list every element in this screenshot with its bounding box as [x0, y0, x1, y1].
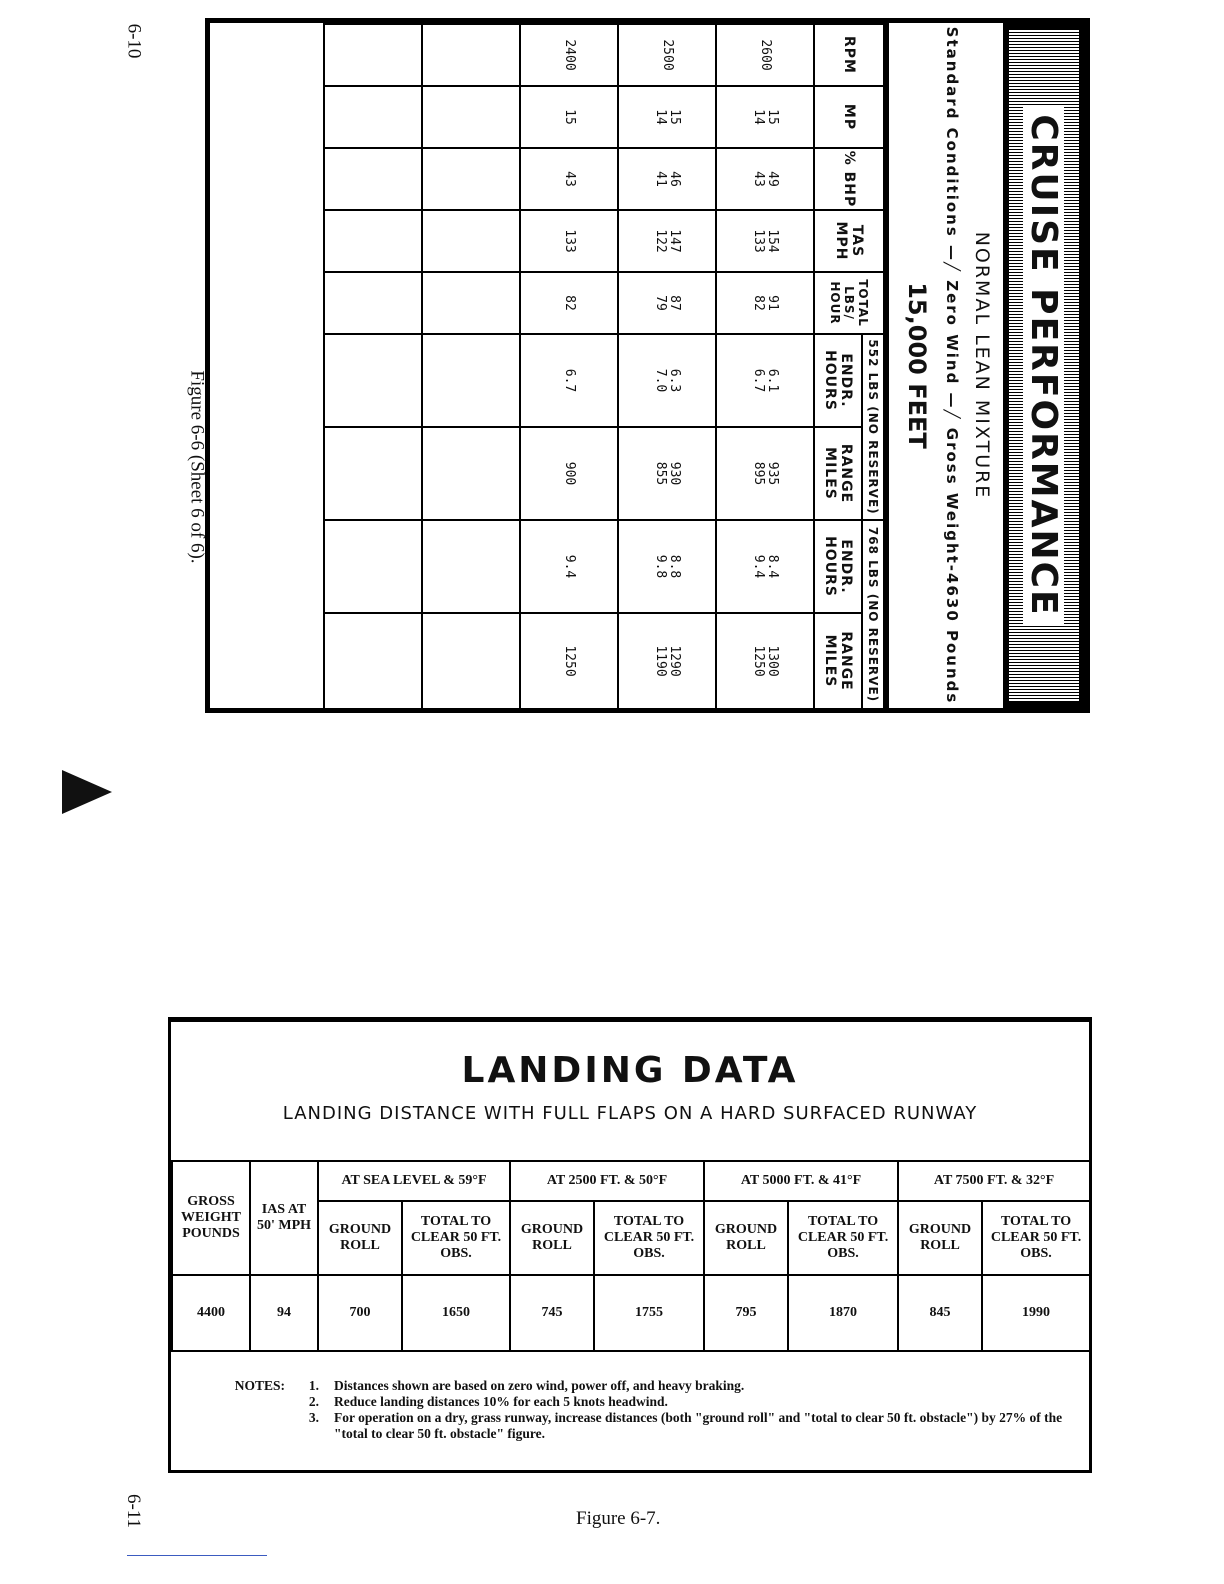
landing-head-alt-2500: AT 2500 FT. & 50°F [510, 1161, 704, 1201]
cruise-cell [422, 148, 520, 210]
cruise-cell: 46 41 [618, 148, 716, 210]
cruise-cell: 6.7 [520, 334, 618, 427]
cruise-cell: 49 43 [716, 148, 814, 210]
cruise-cell: 6.1 6.7 [716, 334, 814, 427]
cruise-cell [422, 86, 520, 148]
cruise-cell [324, 520, 422, 613]
landing-cell: 4400 [172, 1275, 250, 1351]
cruise-cell [324, 148, 422, 210]
cruise-cell [422, 334, 520, 427]
landing-cell: 745 [510, 1275, 594, 1351]
cruise-cell: 930 855 [618, 427, 716, 520]
cruise-cell [422, 24, 520, 86]
cruise-cell: 82 [520, 272, 618, 334]
cruise-conditions: Standard Conditions —╱ Zero Wind —╱ Gross Weight-4630 Pounds [943, 26, 961, 705]
cruise-performance-chart [205, 18, 1090, 713]
landing-table [171, 1160, 1091, 1352]
col-head-range-768: RANGE MILES [814, 613, 862, 709]
cruise-cell [324, 334, 422, 427]
cruise-cell: 43 [520, 148, 618, 210]
note-text: Distances shown are based on zero wind, power off, and heavy braking. [334, 1378, 745, 1393]
cruise-mixture: NORMAL LEAN MIXTURE [971, 231, 993, 500]
landing-cell: 1990 [982, 1275, 1090, 1351]
cruise-cell: 147 122 [618, 210, 716, 272]
cruise-row [618, 24, 716, 709]
cruise-title: CRUISE PERFORMANCE [1024, 106, 1065, 624]
cruise-altitude: 15,000 FEET [903, 282, 931, 449]
cruise-header [885, 23, 1003, 708]
cruise-row [716, 24, 814, 709]
cruise-cell: 6.3 7.0 [618, 334, 716, 427]
sub-ground-roll: GROUND ROLL [898, 1201, 982, 1275]
cruise-cell [324, 210, 422, 272]
page-marker-arrow-icon [62, 770, 112, 814]
cruise-cell: 154 133 [716, 210, 814, 272]
notes-label: NOTES: [234, 1378, 285, 1393]
cruise-row [520, 24, 618, 709]
sub-total-clear: TOTAL TO CLEAR 50 FT. OBS. [788, 1201, 898, 1275]
col-head-tas: TAS MPH [814, 210, 884, 272]
cruise-cell: 1290 1190 [618, 613, 716, 709]
landing-cell: 1650 [402, 1275, 510, 1351]
note-text: For operation on a dry, grass runway, increase distances (both "ground roll" and "total to clear 50 ft. obstacle") by 27% of the "total to clear 50 ft. obstacle" figure. [334, 1410, 1063, 1441]
cruise-table [323, 23, 885, 710]
col-head-mp: MP [814, 86, 884, 148]
cruise-cell [324, 272, 422, 334]
page-number-bottom: 6-11 [123, 1493, 145, 1529]
col-head-rpm: RPM [814, 24, 884, 86]
landing-notes [221, 1378, 1081, 1442]
sub-total-clear: TOTAL TO CLEAR 50 FT. OBS. [594, 1201, 704, 1275]
cruise-row [422, 24, 520, 709]
cruise-cell: 2400 [520, 24, 618, 86]
landing-data-row [172, 1275, 1090, 1351]
cruise-cell [324, 86, 422, 148]
landing-head-alt-5000: AT 5000 FT. & 41°F [704, 1161, 898, 1201]
cruise-cell: 87 79 [618, 272, 716, 334]
page-number-top: 6-10 [123, 23, 145, 59]
note-number: 1. [308, 1378, 319, 1393]
cruise-cell [422, 427, 520, 520]
landing-cell: 1755 [594, 1275, 704, 1351]
landing-head-alt-sea: AT SEA LEVEL & 59°F [318, 1161, 510, 1201]
col-head-endr-768: ENDR. HOURS [814, 520, 862, 613]
landing-subtitle: LANDING DISTANCE WITH FULL FLAPS ON A HARD SURFACED RUNWAY [282, 1103, 978, 1124]
cruise-cell [324, 427, 422, 520]
cruise-cell: 15 14 [716, 86, 814, 148]
col-head-range-552: RANGE MILES [814, 427, 862, 520]
cruise-cell [324, 613, 422, 709]
cruise-cell: 1300 1250 [716, 613, 814, 709]
group-head-552: 552 LBS (NO RESERVE) [862, 334, 884, 520]
cruise-cell [422, 613, 520, 709]
col-head-total-lbs: TOTAL LBS/ HOUR [814, 272, 884, 334]
note-text: Reduce landing distances 10% for each 5 knots headwind. [334, 1394, 668, 1409]
cruise-cell: 935 895 [716, 427, 814, 520]
landing-head-alt-7500: AT 7500 FT. & 32°F [898, 1161, 1090, 1201]
cruise-cell: 15 14 [618, 86, 716, 148]
figure-6-6-caption: Figure 6-6 (Sheet 6 of 6). [186, 370, 208, 564]
landing-cell: 795 [704, 1275, 788, 1351]
note-number: 3. [308, 1410, 319, 1425]
cruise-cell: 2600 [716, 24, 814, 86]
footer-rule [127, 1555, 267, 1556]
group-head-768: 768 LBS (NO RESERVE) [862, 520, 884, 709]
cruise-cell [422, 272, 520, 334]
landing-data-panel [168, 1017, 1092, 1473]
cruise-cell [324, 24, 422, 86]
col-head-endr-552: ENDR. HOURS [814, 334, 862, 427]
sub-ground-roll: GROUND ROLL [318, 1201, 402, 1275]
sub-ground-roll: GROUND ROLL [510, 1201, 594, 1275]
cruise-cell: 9.4 [520, 520, 618, 613]
cruise-title-banner [1003, 23, 1085, 708]
cruise-cell: 15 [520, 86, 618, 148]
cruise-cell: 8.4 9.4 [716, 520, 814, 613]
cruise-cell: 133 [520, 210, 618, 272]
note-number: 2. [308, 1394, 319, 1409]
landing-title: LANDING DATA [461, 1050, 799, 1091]
cruise-cell: 1250 [520, 613, 618, 709]
cruise-cell: 900 [520, 427, 618, 520]
landing-cell: 1870 [788, 1275, 898, 1351]
cruise-cell: 91 82 [716, 272, 814, 334]
landing-cell: 700 [318, 1275, 402, 1351]
landing-cell: 94 [250, 1275, 318, 1351]
sub-total-clear: TOTAL TO CLEAR 50 FT. OBS. [402, 1201, 510, 1275]
sub-ground-roll: GROUND ROLL [704, 1201, 788, 1275]
col-head-bhp: % BHP [814, 148, 884, 210]
figure-6-7-caption: Figure 6-7. [576, 1508, 661, 1529]
landing-cell: 845 [898, 1275, 982, 1351]
cruise-cell: 2500 [618, 24, 716, 86]
landing-head-ias: IAS AT 50' MPH [250, 1161, 318, 1275]
cruise-cell: 8.8 9.8 [618, 520, 716, 613]
cruise-cell [422, 210, 520, 272]
cruise-cell [422, 520, 520, 613]
landing-head-gross: GROSS WEIGHT POUNDS [172, 1161, 250, 1275]
sub-total-clear: TOTAL TO CLEAR 50 FT. OBS. [982, 1201, 1090, 1275]
cruise-row [324, 24, 422, 709]
